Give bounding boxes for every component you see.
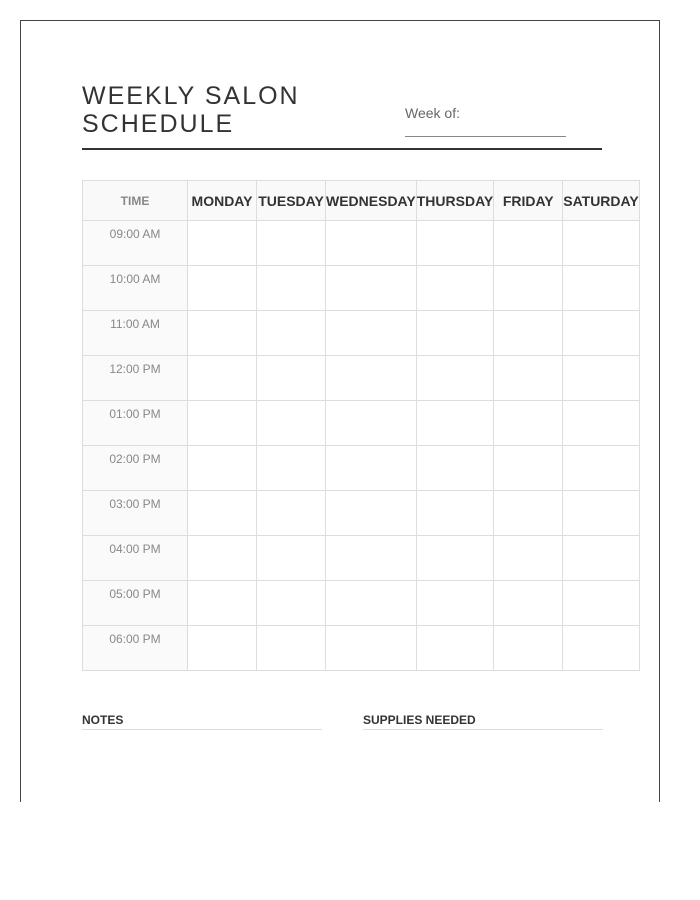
day-header-row	[83, 181, 640, 221]
schedule-cell-tuesday[interactable]	[257, 491, 326, 536]
title-line-1: WEEKLY SALON	[82, 82, 300, 110]
schedule-cell-monday[interactable]	[188, 266, 257, 311]
schedule-cell-wednesday[interactable]	[326, 626, 417, 671]
notes-heading: NOTES	[82, 713, 322, 730]
schedule-cell-tuesday[interactable]	[257, 536, 326, 581]
schedule-cell-wednesday[interactable]	[326, 221, 417, 266]
schedule-cell-saturday[interactable]	[563, 446, 639, 491]
time-slot-label: 09:00 AM	[83, 221, 188, 266]
time-slot-row	[83, 581, 640, 626]
schedule-cell-wednesday[interactable]	[326, 356, 417, 401]
schedule-cell-wednesday[interactable]	[326, 446, 417, 491]
schedule-cell-wednesday[interactable]	[326, 581, 417, 626]
schedule-cell-monday[interactable]	[188, 221, 257, 266]
schedule-cell-wednesday[interactable]	[326, 311, 417, 356]
schedule-cell-friday[interactable]	[494, 491, 563, 536]
schedule-cell-thursday[interactable]	[416, 356, 494, 401]
schedule-cell-wednesday[interactable]	[326, 491, 417, 536]
schedule-cell-thursday[interactable]	[416, 221, 494, 266]
schedule-cell-saturday[interactable]	[563, 356, 639, 401]
schedule-cell-saturday[interactable]	[563, 491, 639, 536]
time-slot-label: 01:00 PM	[83, 401, 188, 446]
time-slot-label: 06:00 PM	[83, 626, 188, 671]
title-line-2: SCHEDULE	[82, 110, 235, 138]
schedule-cell-tuesday[interactable]	[257, 311, 326, 356]
schedule-cell-friday[interactable]	[494, 581, 563, 626]
schedule-cell-friday[interactable]	[494, 266, 563, 311]
week-of-field[interactable]	[405, 136, 566, 137]
time-slot-label: 11:00 AM	[83, 311, 188, 356]
time-slot-label: 12:00 PM	[83, 356, 188, 401]
day-header-monday: MONDAY	[188, 181, 257, 221]
schedule-cell-monday[interactable]	[188, 491, 257, 536]
schedule-cell-saturday[interactable]	[563, 311, 639, 356]
schedule-cell-saturday[interactable]	[563, 626, 639, 671]
schedule-cell-monday[interactable]	[188, 356, 257, 401]
schedule-cell-tuesday[interactable]	[257, 266, 326, 311]
schedule-cell-thursday[interactable]	[416, 581, 494, 626]
schedule-cell-tuesday[interactable]	[257, 581, 326, 626]
schedule-cell-friday[interactable]	[494, 446, 563, 491]
time-slot-label: 10:00 AM	[83, 266, 188, 311]
time-slot-row	[83, 491, 640, 536]
time-slot-row	[83, 311, 640, 356]
time-slot-label: 03:00 PM	[83, 491, 188, 536]
time-slot-row	[83, 626, 640, 671]
schedule-cell-thursday[interactable]	[416, 401, 494, 446]
schedule-cell-friday[interactable]	[494, 221, 563, 266]
schedule-cell-saturday[interactable]	[563, 401, 639, 446]
time-slot-label: 05:00 PM	[83, 581, 188, 626]
time-slot-row	[83, 446, 640, 491]
schedule-cell-monday[interactable]	[188, 446, 257, 491]
schedule-cell-monday[interactable]	[188, 311, 257, 356]
schedule-cell-thursday[interactable]	[416, 491, 494, 536]
day-header-saturday: SATURDAY	[563, 181, 639, 221]
schedule-cell-thursday[interactable]	[416, 536, 494, 581]
schedule-cell-thursday[interactable]	[416, 266, 494, 311]
schedule-cell-friday[interactable]	[494, 356, 563, 401]
schedule-cell-wednesday[interactable]	[326, 401, 417, 446]
day-header-thursday: THURSDAY	[416, 181, 494, 221]
schedule-cell-saturday[interactable]	[563, 221, 639, 266]
time-slot-row	[83, 221, 640, 266]
day-header-wednesday: WEDNESDAY	[326, 181, 417, 221]
schedule-sheet	[20, 20, 660, 802]
schedule-cell-thursday[interactable]	[416, 446, 494, 491]
schedule-cell-friday[interactable]	[494, 626, 563, 671]
schedule-cell-tuesday[interactable]	[257, 626, 326, 671]
schedule-cell-monday[interactable]	[188, 626, 257, 671]
schedule-cell-monday[interactable]	[188, 536, 257, 581]
day-header-friday: FRIDAY	[494, 181, 563, 221]
schedule-cell-tuesday[interactable]	[257, 221, 326, 266]
schedule-cell-friday[interactable]	[494, 536, 563, 581]
schedule-cell-friday[interactable]	[494, 401, 563, 446]
schedule-cell-thursday[interactable]	[416, 626, 494, 671]
time-slot-label: 02:00 PM	[83, 446, 188, 491]
schedule-cell-friday[interactable]	[494, 311, 563, 356]
schedule-table	[82, 180, 640, 671]
time-slot-label: 04:00 PM	[83, 536, 188, 581]
page-title	[82, 82, 382, 138]
time-slot-row	[83, 401, 640, 446]
time-slot-row	[83, 536, 640, 581]
week-of-label: Week of:	[405, 105, 460, 121]
day-header-tuesday: TUESDAY	[257, 181, 326, 221]
schedule-cell-tuesday[interactable]	[257, 446, 326, 491]
schedule-cell-tuesday[interactable]	[257, 401, 326, 446]
schedule-cell-saturday[interactable]	[563, 581, 639, 626]
schedule-cell-wednesday[interactable]	[326, 536, 417, 581]
supplies-heading: SUPPLIES NEEDED	[363, 713, 603, 730]
time-slot-row	[83, 266, 640, 311]
schedule-cell-saturday[interactable]	[563, 266, 639, 311]
time-slot-row	[83, 356, 640, 401]
header-divider	[82, 148, 602, 150]
schedule-cell-tuesday[interactable]	[257, 356, 326, 401]
schedule-cell-thursday[interactable]	[416, 311, 494, 356]
time-column-header: TIME	[83, 181, 188, 221]
schedule-cell-monday[interactable]	[188, 581, 257, 626]
schedule-cell-monday[interactable]	[188, 401, 257, 446]
schedule-cell-wednesday[interactable]	[326, 266, 417, 311]
schedule-cell-saturday[interactable]	[563, 536, 639, 581]
